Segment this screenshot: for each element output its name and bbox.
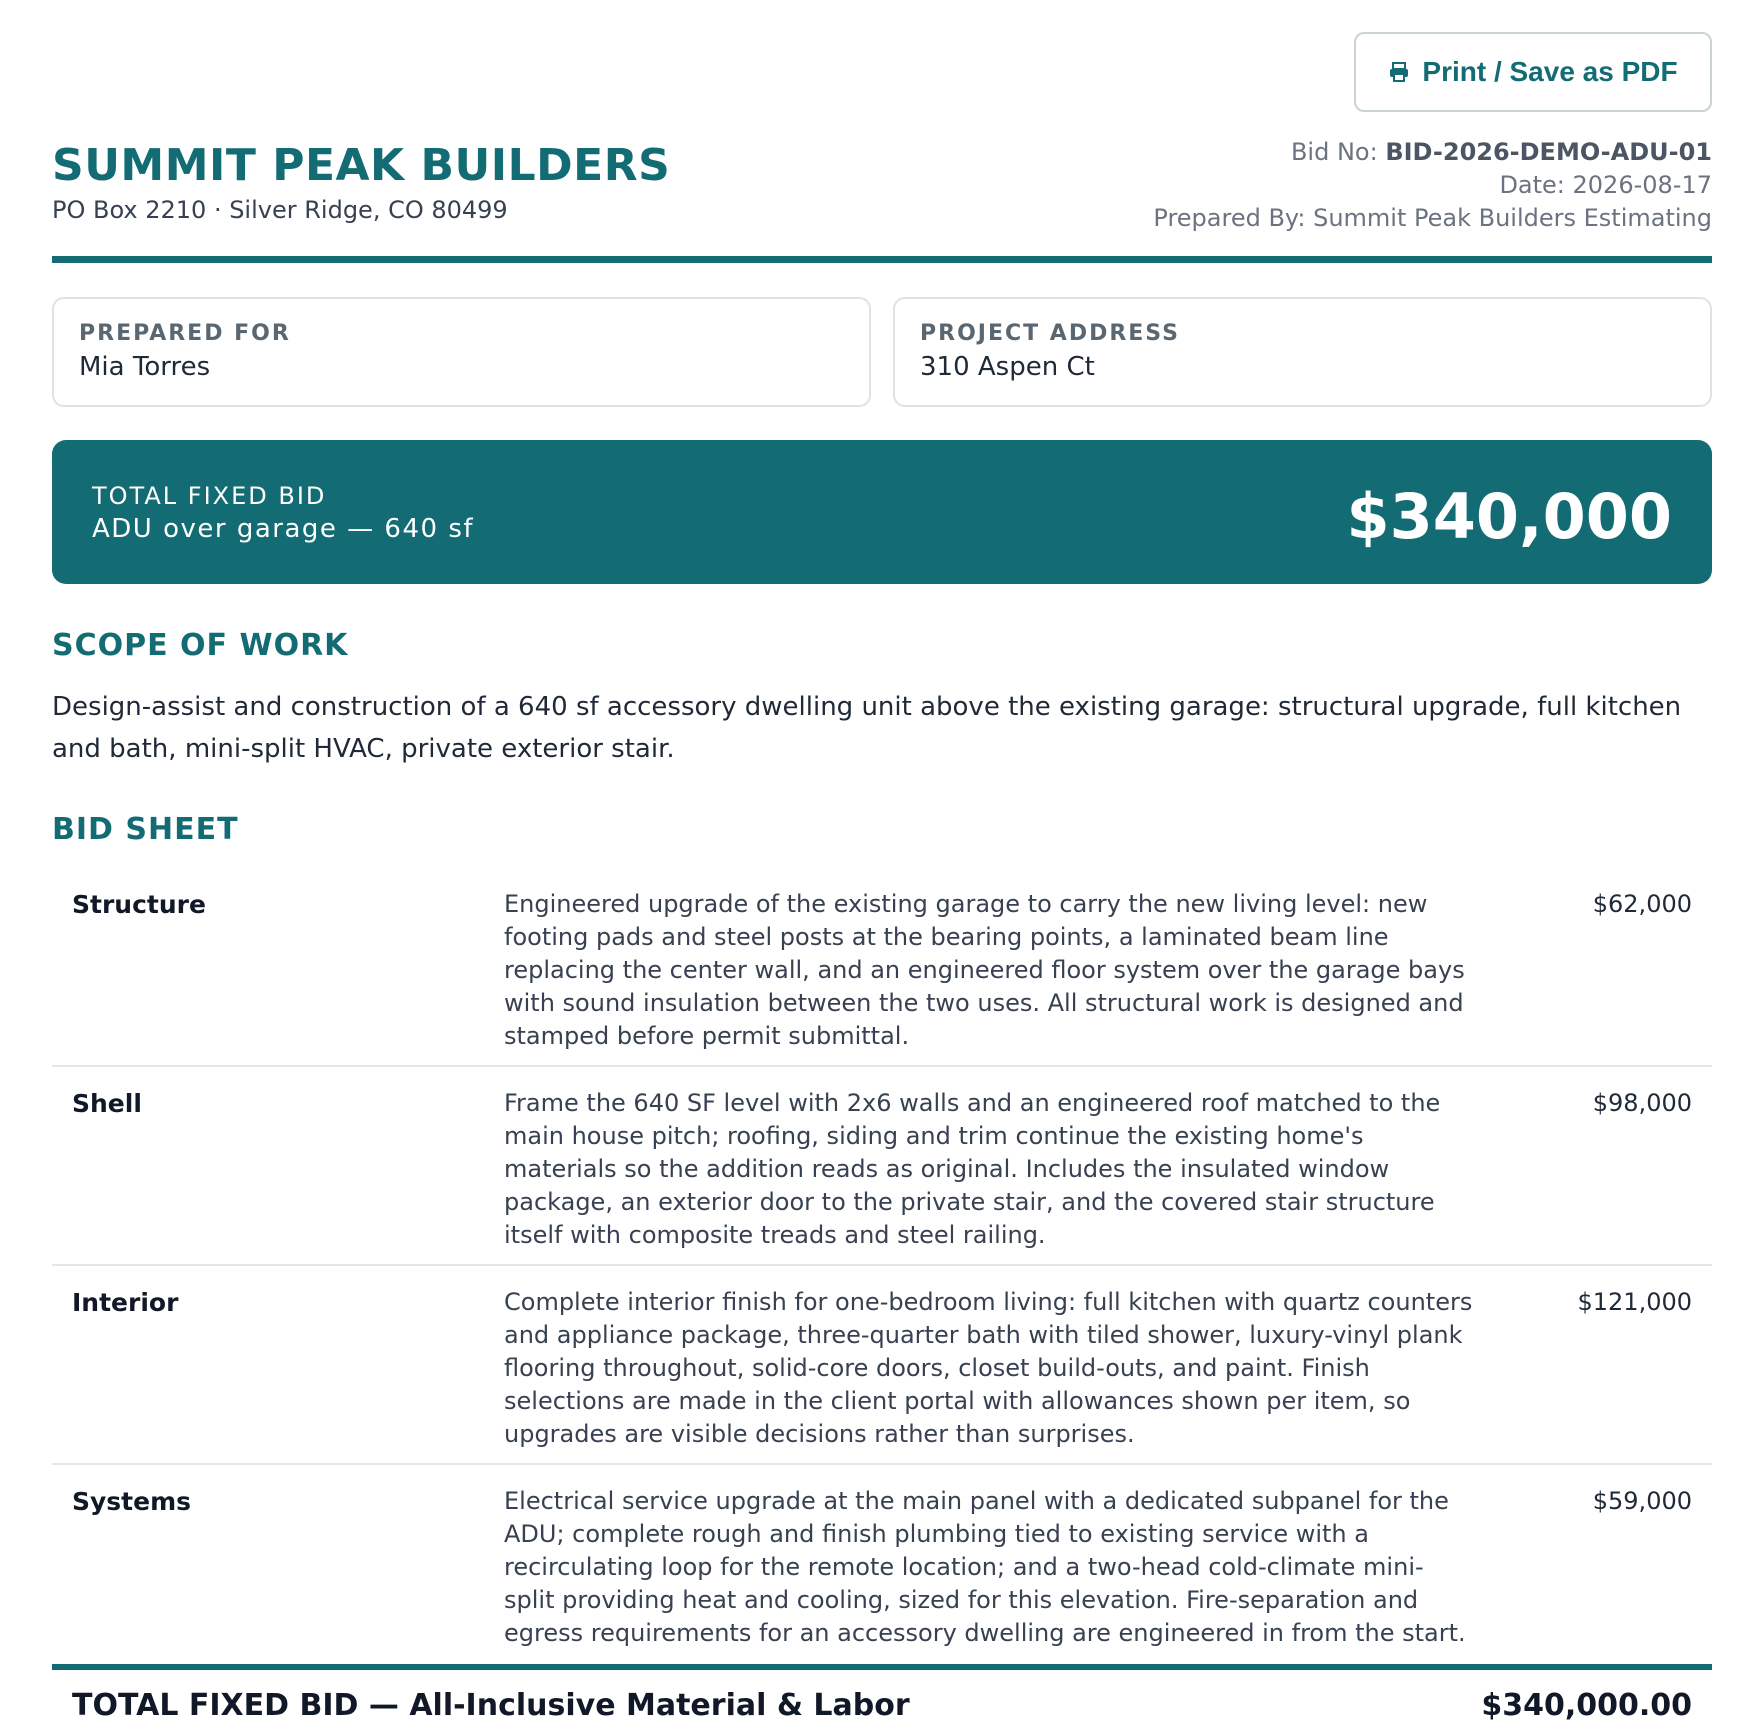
row-amount: $98,000 [1592, 1089, 1692, 1117]
total-bid-banner [52, 440, 1712, 584]
bid-meta [1153, 136, 1712, 235]
row-category: Shell [72, 1089, 142, 1118]
row-category: Systems [72, 1487, 192, 1516]
table-row [52, 1266, 1712, 1465]
project-address-label: PROJECT ADDRESS [920, 321, 1181, 346]
row-description: Complete interior finish for one-bedroom living: full kitchen with quartz counters and appliance package, three-quarter bath with tiled shower, luxury-vinyl plank flooring throughout, solid-core doors, closet build-outs, and paint. Finish selections are made in the client portal with allowances shown per item, so upgrades are visible decisions rather than surprises. [504, 1288, 1473, 1448]
table-total-label: TOTAL FIXED BID — All-Inclusive Material & Labor [72, 1688, 910, 1723]
row-category: Structure [72, 890, 206, 919]
total-bid-label: TOTAL FIXED BID [92, 482, 327, 510]
table-total-row [72, 1688, 1692, 1723]
table-row [52, 1465, 1712, 1662]
scope-text: Design-assist and construction of a 640 sf accessory dwelling unit above the existing garage: structural upgrade, full kitchen and bath, mini-split HVAC, private exterior stair. [52, 692, 1682, 764]
total-bid-subtitle: ADU over garage — 640 sf [92, 514, 475, 544]
scope-title: SCOPE OF WORK [52, 628, 349, 663]
table-total-divider [52, 1664, 1712, 1670]
table-total-amount: $340,000.00 [1481, 1688, 1692, 1723]
prepared-for-card [52, 297, 871, 407]
table-row [52, 868, 1712, 1067]
project-address: 310 Aspen Ct [920, 352, 1095, 382]
row-amount: $62,000 [1592, 890, 1692, 918]
prepared-for-label: PREPARED FOR [79, 321, 291, 346]
header-divider [52, 256, 1712, 263]
toolbar [52, 0, 1712, 144]
row-amount: $59,000 [1592, 1487, 1692, 1515]
row-description: Frame the 640 SF level with 2x6 walls and an engineered roof matched to the main house pitch; roofing, siding and trim continue the existing home's materials so the addition reads as original. Includes the insulated window package, an exterior door to the private stair, and the covered stair structure itself with composite treads and steel railing. [504, 1089, 1441, 1249]
total-bid-amount: $340,000 [1346, 480, 1672, 553]
project-address-card [893, 297, 1712, 407]
row-description: Electrical service upgrade at the main panel with a dedicated subpanel for the ADU; complete rough and finish plumbing tied to existing service with a recirculating loop for the remote location; and a two-head cold-climate mini-split providing heat and cooling, sized for this elevation. Fire-separation and egress requirements for an accessory dwelling are engineered in from the start. [504, 1487, 1466, 1647]
document-header [52, 138, 1712, 264]
bid-number-line [1153, 136, 1712, 169]
bid-sheet-table [52, 868, 1712, 1662]
info-cards [52, 297, 1712, 407]
row-description: Engineered upgrade of the existing garage to carry the new living level: new footing pads and steel posts at the bearing points, a laminated beam line replacing the center wall, and an engineered floor system over the garage bays with sound insulation between the two uses. All structural work is designed and stamped before permit submittal. [504, 890, 1465, 1050]
bid-sheet-title: BID SHEET [52, 812, 239, 847]
row-category: Interior [72, 1288, 179, 1317]
table-row [52, 1067, 1712, 1266]
printer-icon [1388, 61, 1410, 83]
bid-date: Date: 2026-08-17 [1499, 171, 1712, 199]
row-amount: $121,000 [1577, 1288, 1692, 1316]
bid-number-label: Bid No: [1290, 138, 1378, 166]
company-name: SUMMIT PEAK BUILDERS [52, 140, 671, 191]
print-save-pdf-button[interactable] [1354, 32, 1712, 112]
bid-number: BID-2026-DEMO-ADU-01 [1385, 138, 1712, 166]
print-button-label: Print / Save as PDF [1422, 56, 1678, 87]
company-address: PO Box 2210 · Silver Ridge, CO 80499 [52, 196, 508, 224]
client-name: Mia Torres [79, 352, 211, 382]
prepared-by: Prepared By: Summit Peak Builders Estimating [1153, 204, 1712, 232]
bid-document [52, 0, 1712, 1723]
